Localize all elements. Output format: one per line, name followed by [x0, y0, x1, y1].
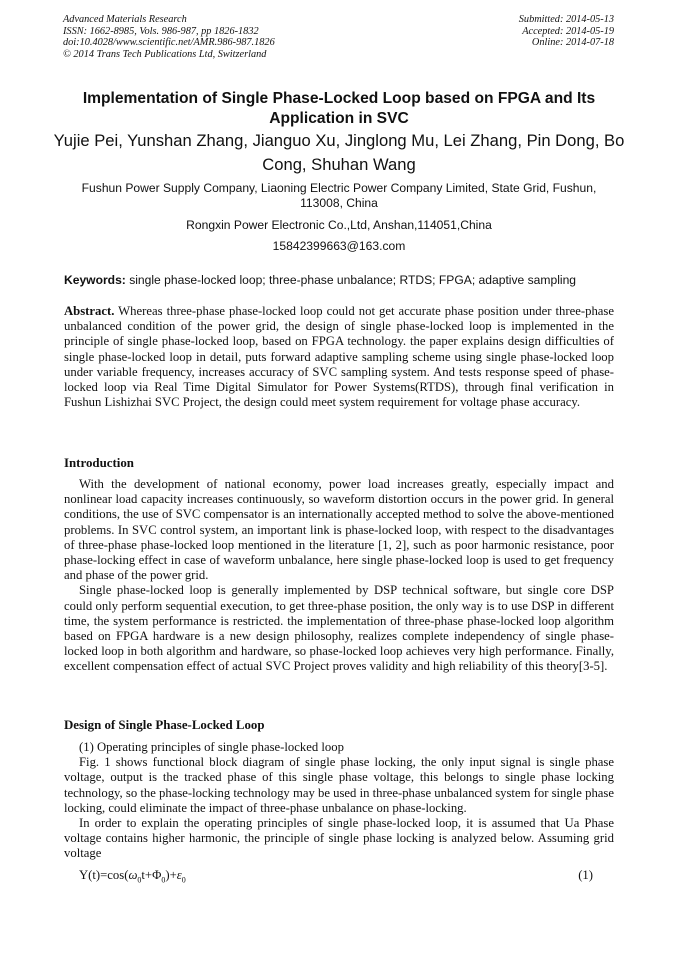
contact-email[interactable]: 15842399663@163.com [272, 239, 406, 253]
issn-line: ISSN: 1662-8985, Vols. 986-987, pp 1826-1832 [63, 25, 259, 37]
abstract-text: Whereas three-phase phase-locked loop could not get accurate phase position under three-phase unbalanced condition of the power grid, the design of single phase-locked loop is implemented in the principle of single phase-locked loop, based on FPGA technology. the paper explains design difficulties of single phase-locked loop in detail, puts forward adaptive sampling scheme using single phase-locked loop under variable frequency, increases accuracy of SVC sampling system. And tests response speed of phase-locked loop via Real Time Digital Simulator for Power Systems(RTDS), through final verification in Fushun Lishizhai SVC Project, the design could meet system requirement for voltage phase accuracy. [64, 304, 614, 410]
journal-name: Advanced Materials Research [63, 14, 187, 25]
eq-epsilon-sub: 0 [181, 875, 186, 885]
affiliation-2: Rongxin Power Electronic Co.,Ltd, Anshan,114051,China [186, 218, 492, 232]
submitted-date: Submitted: 2014-05-13 [518, 14, 614, 25]
eq-phi-sub: 0 [161, 875, 166, 885]
eq-omega-sub: 0 [137, 875, 142, 885]
design-body [64, 740, 614, 862]
eq-t-plus: t+ [141, 868, 153, 882]
design-paragraph-1: Fig. 1 shows functional block diagram of single phase locking, the only input signal is single phase voltage, output is the tracked phase of this single phase voltage, this belongs to single phase locking technology, so the phase-locking technology may be used in three-phase unbalanced system for single phase locking, could eliminate the impact of three-phase unbalance on phase-locking. [64, 755, 614, 815]
affiliation-1: Fushun Power Supply Company, Liaoning Electric Power Company Limited, State Grid, Fushun, 113008, China [81, 181, 597, 210]
doi-line: doi:10.4028/www.scientific.net/AMR.986-987.1826 [63, 37, 275, 49]
design-subheading: (1) Operating principles of single phase-locked loop [79, 740, 344, 754]
introduction-heading: Introduction [64, 456, 134, 470]
accepted-date: Accepted: 2014-05-19 [522, 25, 614, 37]
abstract-label: Abstract. [64, 304, 115, 318]
abstract [64, 304, 614, 410]
eq-omega: ω [128, 868, 138, 882]
copyright-line: © 2014 Trans Tech Publications Ltd, Switzerland [63, 48, 267, 60]
equation-number: (1) [578, 868, 593, 882]
online-date: Online: 2014-07-18 [531, 37, 614, 49]
keywords-text: single phase-locked loop; three-phase unbalance; RTDS; FPGA; adaptive sampling [125, 273, 577, 287]
keywords-label: Keywords: [64, 273, 126, 287]
introduction-body [64, 477, 614, 675]
intro-paragraph-2: Single phase-locked loop is generally implemented by DSP technical software, but single core DSP could only perform sequential execution, to get three-phase position, the only way is to use DSP in different time, the system performance is restricted. the implementation of three-phase phase-locked loop algorithm based on FPGA hardware is a new design philosophy, realizes complete independency of single phase-locked loop in both algorithm and hardware, so phase-locked loop achieves very high performance. Finally, excellent compensation effect of actual SVC Project proves validity and high reliability of this theory[3-5]. [64, 583, 614, 674]
design-heading: Design of Single Phase-Locked Loop [64, 718, 265, 732]
journal-header-right [519, 14, 614, 49]
eq-epsilon: ε [176, 868, 182, 882]
author-list: Yujie Pei, Yunshan Zhang, Jianguo Xu, Jinglong Mu, Lei Zhang, Pin Dong, Bo Cong, Shuhan Wang [53, 131, 625, 174]
keywords [64, 273, 624, 288]
eq-close: )+ [165, 868, 177, 882]
equation-1 [79, 868, 614, 888]
design-paragraph-2: In order to explain the operating principles of single phase-locked loop, it is assumed that Ua Phase voltage contains higher harmonic, the principle of single phase locking is analyzed below. Assuming grid voltage [64, 816, 614, 861]
intro-paragraph-1: With the development of national economy, power load increases greatly, especially impact and nonlinear load capacity increases continuously, so waveform distortion occurs in the power grid. In general conditions, the use of SVC compensator is an internationally accepted method to solve the above-mentioned problems. In SVC control system, an important link is phase-locked loop, with respect to the disadvantages of three-phase phase-locked loop mentioned in the literature [1, 2], such as poor harmonic resistance, poor phase-locking effect in case of waveform unbalance, here single phase-locked loop is used to get frequency and phase of the power grid. [64, 477, 615, 583]
paper-title: Implementation of Single Phase-Locked Loop based on FPGA and Its Application in SVC [82, 90, 596, 127]
eq-prefix: Y(t)=cos( [79, 868, 129, 882]
journal-header-left [63, 14, 275, 60]
eq-phi: Φ [152, 868, 162, 882]
